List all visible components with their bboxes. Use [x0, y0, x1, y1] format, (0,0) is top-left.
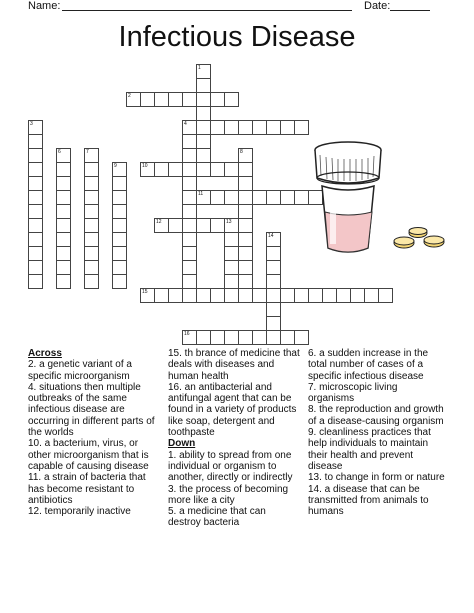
clues-column-1	[28, 348, 162, 517]
clues-column-2	[168, 348, 300, 529]
clue-number-4: 4	[184, 121, 187, 127]
clue-down-1: 1. ability to spread from one individual or organism to another, directly or indirectly	[168, 449, 293, 484]
clue-across-12: 12. temporarily inactive	[28, 506, 131, 518]
clue-across-16: 16. an antibacterial and antifungal agent that can be found in a variety of products like soap, detergent and toothpaste	[168, 381, 297, 439]
name-label: Name:	[28, 0, 61, 12]
clue-number-15: 15	[142, 289, 148, 295]
clue-across-4: 4. situations then multiple outbreaks of the same infectious disease are occurring in different parts of the worlds	[28, 381, 155, 439]
clue-number-13: 13	[226, 219, 232, 225]
clue-number-11: 11	[198, 191, 204, 197]
clue-number-1: 1	[198, 65, 201, 71]
clue-across-2: 2. a genetic variant of a specific microorganism	[28, 359, 132, 382]
clue-number-2: 2	[128, 93, 131, 99]
date-label: Date:	[364, 0, 391, 12]
clue-down-6: 6. a sudden increase in the total number of cases of a specific infectious disease	[308, 348, 429, 382]
clue-number-10: 10	[142, 163, 148, 169]
clue-number-8: 8	[240, 149, 243, 155]
clue-down-3: 3. the process of becoming more like a city	[168, 483, 289, 506]
clue-number-9: 9	[114, 163, 117, 169]
down-heading: Down	[168, 438, 196, 450]
clue-down-13: 13. to change in form or nature	[308, 472, 445, 484]
clue-down-14: 14. a disease that can be transmitted from animals to humans	[308, 483, 429, 518]
clue-number-16: 16	[184, 331, 190, 337]
page-title: Infectious Disease	[118, 21, 356, 53]
clue-number-3: 3	[30, 121, 33, 127]
clue-number-14: 14	[268, 233, 274, 239]
clue-number-6: 6	[58, 149, 61, 155]
clue-number-7: 7	[86, 149, 89, 155]
clue-down-7: 7. microscopic living organisms	[308, 381, 398, 405]
clue-number-12: 12	[156, 219, 162, 225]
clue-down-8: 8. the reproduction and growth of a disease-causing organism	[308, 404, 444, 427]
clue-across-11: 11. a strain of bacteria that has become resistant to antibiotics	[28, 472, 146, 506]
clue-down-9: 9. cleanliness practices that help individuals to maintain their health and prevent disease	[308, 427, 431, 472]
clue-down-5: 5. a medicine that can destroy bacteria	[168, 506, 266, 529]
across-heading: Across	[28, 348, 62, 359]
clue-across-10: 10. a bacterium, virus, or other microorganism that is capable of causing disease	[28, 438, 149, 472]
clue-across-15: 15. th brance of medicine that deals with diseases and human health	[168, 348, 300, 382]
clues-column-3	[308, 348, 446, 517]
